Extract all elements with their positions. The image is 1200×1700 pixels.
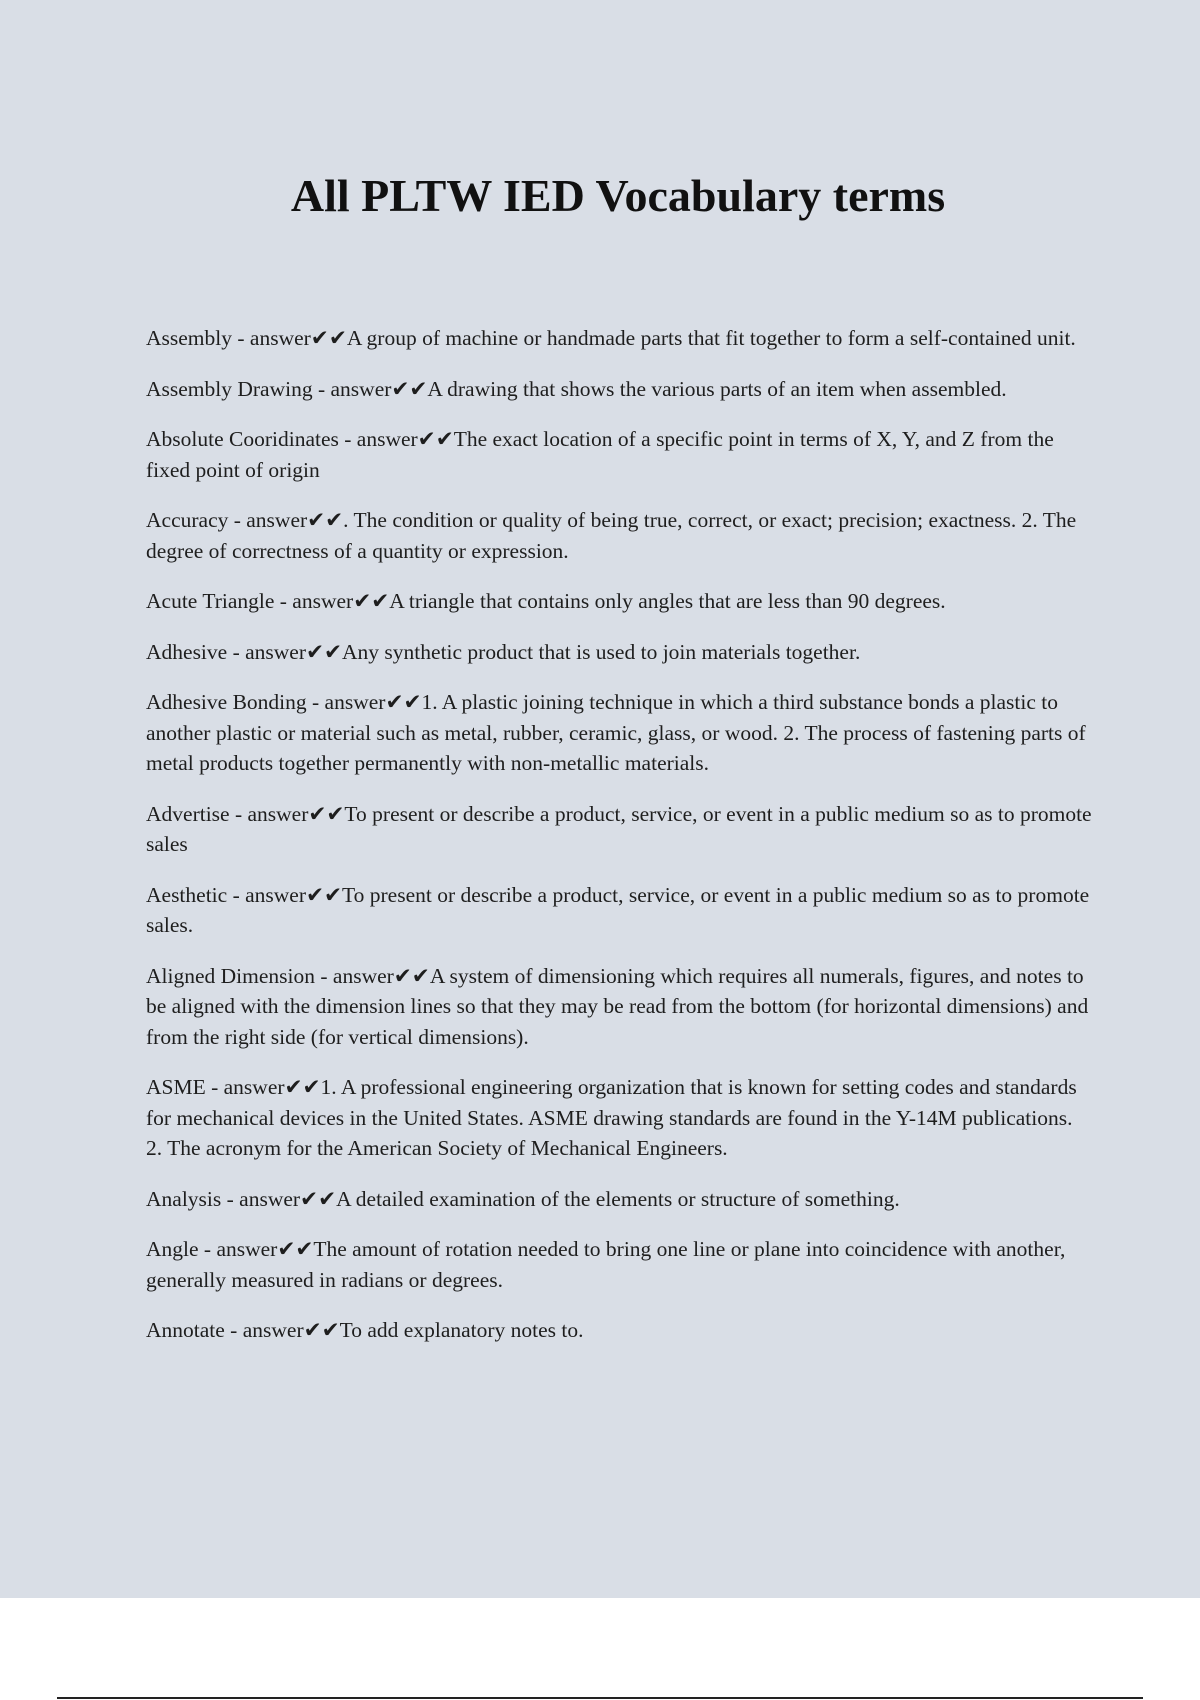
vocabulary-entry: Acute Triangle - answer✔✔A triangle that contains only angles that are less than 90 degrees. [146, 589, 946, 613]
vocabulary-entry: Aesthetic - answer✔✔To present or describe a product, service, or event in a public medium so as to promote sales. [146, 882, 1090, 937]
vocabulary-entry: Aligned Dimension - answer✔✔A system of dimensioning which requires all numerals, figures, and notes to be aligned with the dimension lines so that they may be read from the bottom (for horizontal dimensions) and from the right side (for vertical dimensions). [146, 963, 1089, 1049]
vocabulary-entry: Analysis - answer✔✔A detailed examination of the elements or structure of something. [146, 1186, 900, 1211]
page-title: All PLTW IED Vocabulary terms [290, 170, 946, 221]
vocabulary-entry: Annotate - answer✔✔To add explanatory notes to. [146, 1318, 584, 1342]
footer-divider [57, 1697, 1143, 1699]
vocabulary-entry: ASME - answer✔✔1. A professional engineering organization that is known for setting codes and standards for mechanical devices in the United States. ASME drawing standards are found in the Y-14M publications. 2. The acronym for the American Society of Mechanical Engineers. [146, 1075, 1077, 1160]
vocabulary-entry: Adhesive Bonding - answer✔✔1. A plastic joining technique in which a third substance bonds a plastic to another plastic or material such as metal, rubber, ceramic, glass, or wood. 2. The process of fastening parts of metal products together permanently with non-metallic materials. [146, 690, 1086, 775]
vocabulary-entry: Angle - answer✔✔The amount of rotation needed to bring one line or plane into coincidence with another, generally measured in radians or degrees. [146, 1237, 1066, 1292]
vocabulary-list [146, 323, 1092, 1366]
vocabulary-entry: Advertise - answer✔✔To present or describe a product, service, or event in a public medium so as to promote sales [146, 801, 1092, 856]
vocabulary-entry: Assembly Drawing - answer✔✔A drawing that shows the various parts of an item when assembled. [146, 376, 1007, 401]
vocabulary-entry: Assembly - answer✔✔A group of machine or handmade parts that fit together to form a self-contained unit. [146, 326, 1076, 350]
vocabulary-entry: Absolute Cooridinates - answer✔✔The exact location of a specific point in terms of X, Y, and Z from the fixed point of origin [146, 427, 1054, 482]
vocabulary-entry: Adhesive - answer✔✔Any synthetic product that is used to join materials together. [146, 639, 861, 664]
vocabulary-entry: Accuracy - answer✔✔. The condition or quality of being true, correct, or exact; precision; exactness. 2. The degree of correctness of a quantity or expression. [146, 508, 1077, 563]
